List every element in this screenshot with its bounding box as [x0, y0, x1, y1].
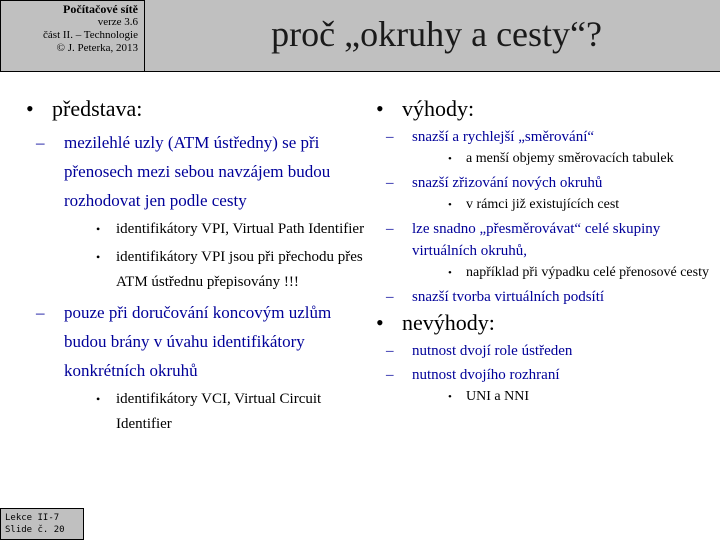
- slide-number: Slide č. 20: [5, 525, 65, 535]
- heading-advantages: • výhody:: [376, 96, 716, 122]
- list-subitem: • a menší objemy směrovacích tabulek: [376, 150, 716, 168]
- heading-concept: • představa:: [26, 96, 366, 122]
- list-subitem: • například při výpadku celé přenosové cesty: [376, 264, 716, 282]
- left-column: [26, 96, 366, 440]
- list-item: – mezilehlé uzly (ATM ústředny) se při přenosech mezi sebou navzájem budou rozhodovat jen podle cesty: [26, 128, 366, 215]
- list-item: – pouze při doručování koncovým uzlům budou brány v úvahu identifikátory konkrétních okruhů: [26, 298, 366, 385]
- list-subitem: • v rámci již existujících cest: [376, 196, 716, 214]
- slide-title: proč „okruhy a cesty“?: [271, 14, 602, 54]
- list-item: – snazší a rychlejší „směrování“: [376, 126, 716, 148]
- right-column: [376, 96, 716, 410]
- list-subitem: • identifikátory VCI, Virtual Circuit Identifier: [26, 387, 366, 437]
- slide-number-box: [0, 508, 84, 540]
- lecture-label: Lekce II-7: [5, 513, 60, 523]
- course-version: verze 3.6: [97, 16, 138, 28]
- list-item: – nutnost dvojí role ústředen: [376, 340, 716, 362]
- list-item: – nutnost dvojího rozhraní: [376, 364, 716, 386]
- list-item: – snazší zřizování nových okruhů: [376, 172, 716, 194]
- list-subitem: • identifikátory VPI, Virtual Path Identifier: [26, 217, 366, 242]
- list-item: – snazší tvorba virtuálních podsítí: [376, 286, 716, 308]
- course-part: část II. – Technologie: [43, 29, 138, 41]
- course-info-box: [0, 0, 145, 72]
- list-subitem: • identifikátory VPI jsou při přechodu přes ATM ústřednu přepisovány !!!: [26, 245, 366, 295]
- course-copyright: © J. Peterka, 2013: [56, 42, 138, 54]
- course-name: Počítačové sítě: [63, 2, 138, 16]
- heading-disadvantages: • nevýhody:: [376, 310, 716, 336]
- list-item: – lze snadno „přesměrovávat“ celé skupiny virtuálních okruhů,: [376, 218, 716, 262]
- title-bar: [145, 0, 720, 72]
- list-subitem: • UNI a NNI: [376, 388, 716, 406]
